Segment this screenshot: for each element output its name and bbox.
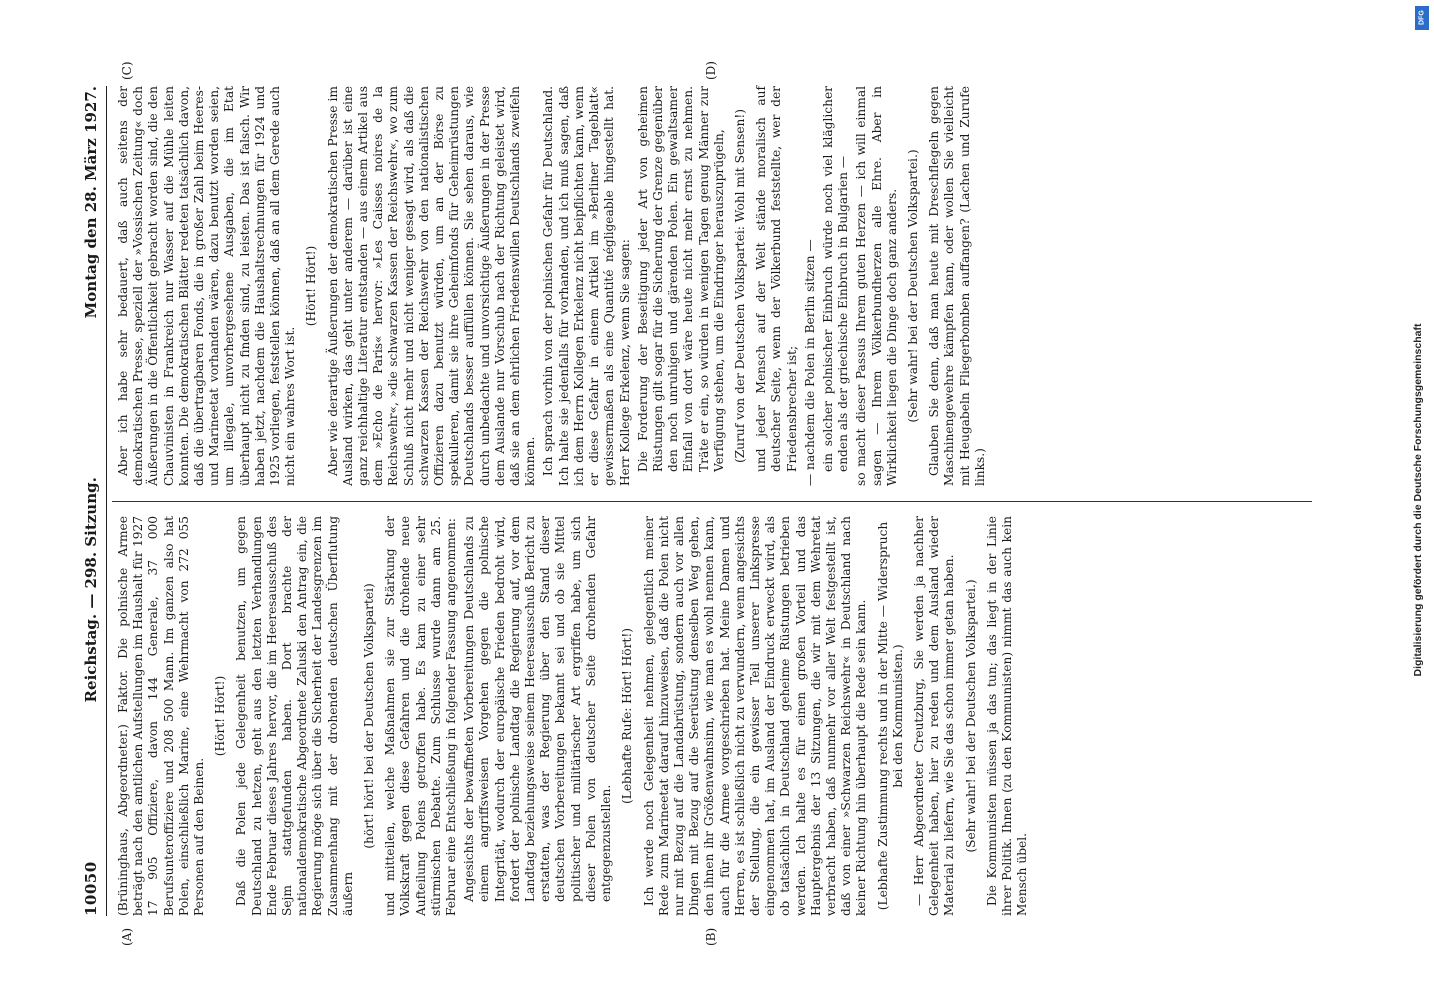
interjection: (Lebhafte Rufe: Hört! Hört!) — [620, 628, 635, 805]
interjection: (Sehr wahr! bei der Deutschen Volkspartei.) — [905, 149, 920, 423]
paragraph: Die Kommunisten müssen ja das tun; das liegt in der Linie ihrer Politik. Ihnen (zu den Kommunisten) nimmt das auch kein Mensch übel. — [984, 516, 1030, 916]
page-number: 10050 — [82, 861, 100, 916]
interjection: (Hört! Hört!) — [304, 245, 319, 327]
paragraph: (Brüninghaus, Abgeordneter.) Faktor. Die polnische Armee beträgt nach den amtlichen Aufstellungen im Haushalt für 1927 17 905 Offiziere, davon 144 Generale, 37 000 Berufsunteroffiziere und 208 500 Mann. Im ganzen also hat Polen, einschließlich Marine, eine Wehrmacht von 272 055 Personen auf den Beinen. — [116, 516, 207, 916]
header-session: Reichstag. — 298. Sitzung. — [82, 477, 100, 703]
paragraph: Daß die Polen jede Gelegenheit benutzen, um gegen Deutschland zu hetzen, geht aus den letzten Verhandlungen Ende Februar dieses Jahres hervor, die im Heeresausschuß des Sejm stattgefunden haben. Dort brachte der nationaldemokratische Abgeordnete Zaluski den Antrag ein, die Regierung möge sich über die Sicherheit der Landesgrenzen im Zusammenhang mit der drohenden deutschen Überflutung äußern — [234, 516, 355, 916]
paragraph: Ich werde noch Gelegenheit nehmen, gelegentlich meiner Rede zum Marineetat darauf hinzuweisen, daß die Polen nicht nur mit Bezug auf die Landabrüstung, sondern auch vor allen Dingen mit Bezug auf die Seerüstung denselben Weg gehen, den ihnen ihr Größenwahnsinn, wie man es wohl nennen kann, auch für die Armee vorgeschrieben hat. Meine Damen und Herren, es ist schließlich nicht zu verwundern, wenn angesichts der Stellung, die ein gewisser Teil unserer Linkspresse eingenommen hat, im Ausland der Eindruck erweckt wird, als ob tatsächlich in Deutschland geheime Rüstungen betrieben werden. Ich halte es für einen großen Vorteil und das Hauptergebnis der 13 Sitzungen, die wir mit dem Wehretat verbracht haben, daß nunmehr vor aller Welt festgestellt ist, daß von einer »Schwarzen Reichswehr« in Deutschland nach keiner Richtung hin überhaupt die Rede sein kann. — [641, 516, 869, 916]
interjection: (Lebhafte Zustimmung rechts und in der Mitte — Widerspruch bei den Kommunisten.) — [875, 521, 905, 911]
quoted-article: ein solcher polnischer Einbruch würde noch viel kläglicher enden als der griechische Einbruch in Bulgarien — — [820, 86, 851, 472]
header-date: Montag den 28. März 1927. — [82, 86, 100, 319]
paragraph: Ich sprach vorhin von der polnischen Gefahr für Deutschland. Ich halte sie jedenfalls für vorhanden, und ich muß sagen, daß ich dem Herrn Kollegen Erkelenz nicht beipflichten kann, wenn er diese Gefahr in einem Artikel im »Berliner Tageblatt« gewissermaßen als eine Quantité négligeable hingestellt hat. Herr Kollege Erkelenz, wenn Sie sagen: — [541, 86, 632, 486]
margin-mark-d: (D) — [704, 61, 718, 80]
paragraph: Aber wie derartige Äußerungen der demokratischen Presse im Ausland wirken, das geht unter anderem — darüber ist eine ganz reichhaltige Literatur entstanden — aus einem Artikel aus dem »Echo de Paris« hervor: »Les Caisses noires de la Reichswehr«, »die schwarzen Kassen der Reichswehr«, wo zum Schluß nicht mehr und nicht weniger gesagt wird, als daß die schwarzen Kassen der Reichswehr von den nationalistischen Offizieren dazu benutzt würden, um an der Börse zu spekulieren, damit sie ihre Geheimfonds für Geheimrüstungen Deutschlands besser auffüllen können. Sie sehen daraus, wie durch unbedachte und unvorsichtige Äußerungen in der Presse dem Auslande nur Vorschub nach der Richtung geleistet wird, daß sie an dem ehrlichen Friedenswillen Deutschlands zweifeln können. — [325, 86, 538, 486]
margin-mark-a: (A) — [120, 927, 134, 946]
paragraph: Glauben Sie denn, daß man heute mit Dreschflegeln gegen Maschinengewehre kämpfen kann, oder wollen Sie vielleicht mit Heugabeln Fliegerbomben auffangen? (Lachen und Zurufe links.) — [927, 86, 987, 486]
column-right — [116, 86, 991, 486]
paragraph: und mitteilen, welche Maßnahmen sie zur Stärkung der Volkskraft gegen diese Gefahren und die drohende neue Aufteilung Polens getroffen habe. Es kam zu einer sehr stürmischen Debatte. Zum Schlusse wurde dann am 25. Februar eine Entschließung in folgender Fassung angenommen: — [383, 516, 459, 916]
dfg-logo: DFG — [1415, 6, 1429, 30]
margin-mark-c: (C) — [120, 61, 134, 80]
digitization-credit-text: Digitalisierung gefördert durch die Deutsche Forschungsgemeinschaft — [1412, 323, 1424, 677]
rotated-page — [82, 61, 1320, 946]
paragraph: — Herr Abgeordneter Creutzburg, Sie werden ja nachher Gelegenheit haben, hier zu reden und dem Ausland wieder Material zu liefern, wie Sie das schon immer getan haben. — [911, 516, 957, 916]
interjection: (Zuruf von der Deutschen Volkspartei: Wohl mit Sensen!) — [732, 108, 747, 464]
quoted-article: und jeder Mensch auf der Welt stände moralisch auf deutscher Seite, wenn der Völkerbund feststellte, wer der Friedensbrecher ist; — [754, 86, 799, 472]
column-divider — [112, 501, 1312, 502]
interjection: (hört! hört! bei der Deutschen Volkspartei) — [362, 583, 377, 849]
margin-mark-b: (B) — [704, 927, 718, 946]
quoted-article: Die Forderung der Beseitigung jeder Art von geheimen Rüstungen gilt sogar für die Sicherung der Grenze gegenüber den noch unruhigen und gärenden Polen. Ein gewaltsamer Einfall von dort wäre heute nicht mehr ernst zu nehmen. Träte er ein, so würden in wenigen Tagen genug Männer zur Verfügung stehen, um die Eindringer herauszuprügeln, — [635, 86, 726, 472]
interjection: (Hört! Hört!) — [213, 675, 228, 757]
quoted-resolution: Angesichts der bewaffneten Vorbereitungen Deutschlands zu einem angriffsweisen Vorgehen gegen die polnische Integrität, wodurch der europäische Frieden bedroht wird, fordert der polnische Landtag die Regierung auf, vor dem Landtag beziehungsweise seinem Heeresausschuß Bericht zu erstatten, was der Regierung über den Stand dieser deutschen Vorbereitungen bekannt sei und ob sie Mittel politischer und militärischer Art ergriffen habe, um sich dieser Polen von deutscher Seite drohenden Gefahr entgegenzustellen. — [462, 516, 614, 902]
column-left — [116, 516, 1033, 916]
paragraph: Aber ich habe sehr bedauert, daß auch seitens der demokratischen Presse, speziell der »Vossischen Zeitung« doch Äußerungen in die Öffentlichkeit gebracht worden sind, die den Chauvinisten in Frankreich nur Wasser auf die Mühle leiten konnten. Die demokratischen Blätter redeten tatsächlich davon, daß die übertragbaren Fonds, die in großer Zahl beim Heeres- und Marineetat vorhanden wären, dazu benutzt worden seien, um illegale, unvorhergesehene Ausgaben, die im Etat überhaupt nicht zu finden sind, zu leisten. Das ist falsch. Wir haben jetzt, nachdem die Haushaltsrechnungen für 1924 und 1925 vorliegen, feststellen können, daß an all dem Gerede auch nicht ein wahres Wort ist. — [116, 86, 298, 486]
paragraph: — nachdem die Polen in Berlin sitzen — — [802, 239, 817, 486]
paragraph: so macht dieser Passus Ihrem guten Herzen — ich will einmal sagen — Ihrem Völkerbundherzen alle Ehre. Aber in Wirklichkeit liegen die Dinge doch ganz anders. — [854, 86, 899, 486]
page-header — [84, 86, 107, 916]
interjection: (Sehr wahr! bei der Deutschen Volkspartei.) — [963, 579, 978, 853]
digitization-credit — [1404, 8, 1426, 992]
